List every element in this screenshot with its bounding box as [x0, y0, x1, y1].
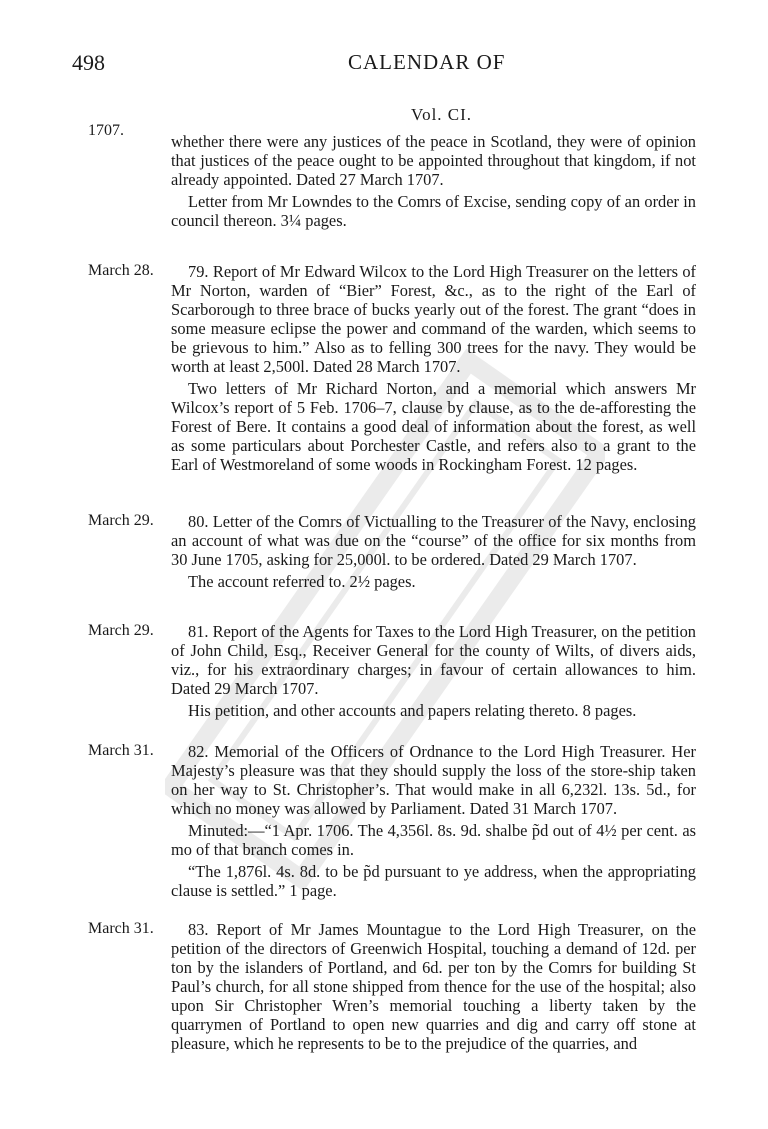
entry-body [171, 512, 696, 591]
entry-paragraph: whether there were any justices of the peace in Scotland, they were of opinion that justices of the peace ought to be appointed throughout that kingdom, if not already appointed. Dated 27 March 1707. [171, 132, 696, 189]
entry-date: March 28. [88, 262, 154, 279]
entry-paragraph: His petition, and other accounts and papers relating thereto. 8 pages. [188, 701, 637, 720]
volume-heading: Vol. CI. [411, 105, 473, 124]
entry-body [171, 132, 696, 230]
entry-date: March 31. [88, 742, 154, 759]
entry-body [171, 920, 696, 1053]
page-number: 498 [72, 50, 105, 75]
running-title: CALENDAR OF [348, 50, 506, 74]
entry-body [171, 622, 696, 720]
entry-body [171, 742, 696, 900]
entry-date: March 29. [88, 622, 154, 639]
entry-paragraph: The account referred to. 2½ pages. [188, 572, 416, 591]
entry-body [171, 262, 696, 474]
entry-paragraph: Letter from Mr Lowndes to the Comrs of Excise, sending copy of an order in council thereon. 3¼ pages. [171, 192, 696, 230]
entry-paragraph: Minuted:—“1 Apr. 1706. The 4,356l. 8s. 9d. shalbe p̃d out of 4½ per cent. as mo of that branch comes in. [171, 821, 696, 859]
entry-paragraph: 82. Memorial of the Officers of Ordnance to the Lord High Treasurer. Her Majesty’s pleasure was that they should supply the loss of the store-ship taken on her way to St. Christopher’s. That would make in all 6,232l. 13s. 5d., for which no money was allowed by Parliament. Dated 31 March 1707. [171, 742, 696, 818]
entry-date: March 31. [88, 920, 154, 937]
entry-paragraph: 80. Letter of the Comrs of Victualling to the Treasurer of the Navy, enclosing an account of what was due on the “course” of the office for six months from 30 June 1705, asking for 25,000l. to be ordered. Dated 29 March 1707. [171, 512, 696, 569]
entry-paragraph: “The 1,876l. 4s. 8d. to be p̃d pursuant to ye address, when the appropriating clause is settled.” 1 page. [171, 862, 696, 900]
entry-paragraph: 81. Report of the Agents for Taxes to the Lord High Treasurer, on the petition of John Child, Esq., Receiver General for the county of Wilts, of divers aids, viz., for his extraordinary charges; in favour of certain allowances to him. Dated 29 March 1707. [171, 622, 696, 698]
entry-date: March 29. [88, 512, 154, 529]
entry-paragraph: 79. Report of Mr Edward Wilcox to the Lord High Treasurer on the letters of Mr Norton, warden of “Bier” Forest, &c., as to the right of the Earl of Scarborough to three brace of bucks yearly out of the forest. The grant “does in some measure eclipse the power and command of the warden, which seems to be grievous to him.” Also as to felling 300 trees for the navy. They would be worth at least 2,500l. Dated 28 March 1707. [171, 262, 696, 376]
entry-date: 1707. [88, 122, 124, 139]
entry-paragraph: 83. Report of Mr James Mountague to the Lord High Treasurer, on the petition of the directors of Greenwich Hospital, touching a demand of 12d. per ton by the islanders of Portland, and 6d. per ton by the Comrs for building St Paul’s church, for all stone shipped from thence for the use of the hospital; also upon Sir Christopher Wren’s memorial touching a liberty taken by the quarrymen of Portland to open new quarries and dig and carry off stone at pleasure, which he represents to be to the prejudice of the quarries, and [171, 920, 696, 1053]
entry-paragraph: Two letters of Mr Richard Norton, and a memorial which answers Mr Wilcox’s report of 5 Feb. 1706–7, clause by clause, as to the de-afforesting the Forest of Bere. It contains a good deal of information about the forest, as well as some particulars about Porchester Castle, and refers also to a grant to the Earl of Westmoreland of some woods in Rockingham Forest. 12 pages. [171, 379, 696, 474]
